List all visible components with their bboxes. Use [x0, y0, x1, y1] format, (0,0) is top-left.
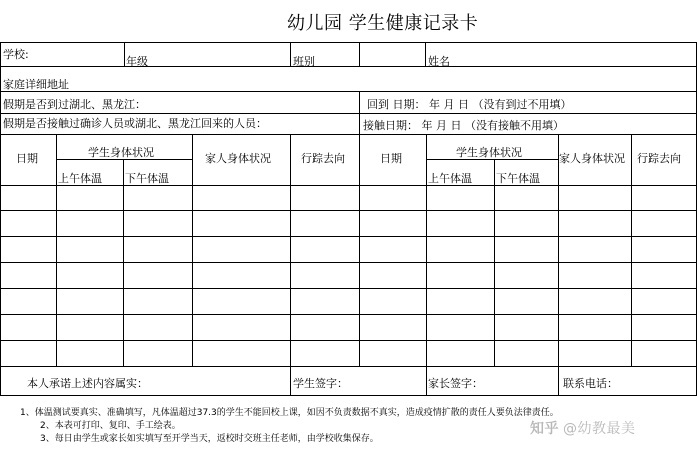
am-temp-header: 上午体温: [428, 172, 472, 185]
grid-line: [0, 113, 697, 114]
student-status-header: 学生身体状况: [88, 146, 154, 159]
watermark: [530, 418, 636, 438]
grid-line: [359, 42, 360, 66]
note-1: 1、体温测试要真实、准确填写，凡体温超过37.3的学生不能回校上课，如因不负责数据不真实，造成疫情扩散的责任人要负法律责任。: [20, 408, 559, 418]
notes: [20, 407, 559, 446]
grid-line: [0, 262, 697, 263]
grid-line: [56, 159, 192, 160]
family-status-header: 家人身体状况: [205, 152, 271, 165]
grid-line: [0, 134, 697, 135]
grid-line: [426, 134, 427, 395]
contact-date-label: 接触日期： 年 月 日 （没有接触不用填）: [363, 119, 564, 132]
return-date-label: 回到 日期： 年 月 日 （没有到过不用填）: [367, 98, 572, 111]
address-label: 家庭详细地址: [3, 78, 69, 91]
grid-line: [426, 159, 558, 160]
date-header: 日期: [16, 152, 38, 165]
card-title: 幼儿园 学生健康记录卡: [287, 13, 479, 34]
grid-line: [0, 42, 1, 395]
parent-signature-label: 家长签字：: [428, 377, 483, 390]
am-temp-header: 上午体温: [58, 172, 102, 185]
grid-line: [425, 42, 426, 66]
grid-line: [290, 134, 291, 395]
grid-line: [558, 134, 559, 395]
grid-line: [0, 66, 697, 67]
whereabouts-header: 行踪去向: [637, 152, 681, 165]
pledge-label: 本人承诺上述内容属实：: [27, 377, 148, 390]
contact-question: 假期是否接触过确诊人员或湖北、黑龙江回来的人员：: [3, 117, 267, 130]
phone-label: 联系电话：: [563, 377, 618, 390]
watermark-handle: @幼教最美: [563, 421, 636, 437]
grid-line: [0, 91, 697, 92]
grid-line: [494, 159, 495, 366]
grid-line: [359, 91, 360, 134]
grid-line: [124, 42, 125, 66]
grid-line: [192, 134, 193, 366]
pm-temp-header: 下午体温: [125, 172, 169, 185]
grid-line: [631, 134, 632, 366]
grid-line: [0, 42, 697, 43]
grade-label: 年级: [126, 55, 148, 68]
student-status-header: 学生身体状况: [456, 146, 522, 159]
name-label: 姓名: [428, 55, 450, 68]
grid-line: [0, 288, 697, 289]
grid-line: [0, 395, 697, 396]
grid-line: [0, 185, 697, 186]
student-signature-label: 学生签字：: [293, 377, 348, 390]
travel-question: 假期是否到过湖北、黑龙江：: [3, 98, 146, 111]
grid-line: [123, 159, 124, 366]
zhihu-logo: 知乎: [530, 421, 559, 437]
whereabouts-header: 行踪去向: [301, 152, 345, 165]
grid-line: [290, 42, 291, 66]
note-3: 3、每日由学生或家长如实填写至开学当天，返校时交班主任老师，由学校收集保存。: [40, 434, 379, 444]
class-label: 班别: [293, 55, 315, 68]
grid-line: [0, 236, 697, 237]
note-2: 2、本表可打印、复印、手工绘表。: [40, 421, 181, 431]
grid-line: [0, 314, 697, 315]
school-label: 学校:: [3, 48, 29, 61]
grid-line: [0, 366, 697, 367]
family-status-header: 家人身体状况: [559, 152, 625, 165]
grid-line: [56, 134, 57, 366]
grid-line: [0, 210, 697, 211]
pm-temp-header: 下午体温: [496, 172, 540, 185]
grid-line: [0, 340, 697, 341]
date-header: 日期: [380, 152, 402, 165]
grid-line: [359, 134, 360, 366]
